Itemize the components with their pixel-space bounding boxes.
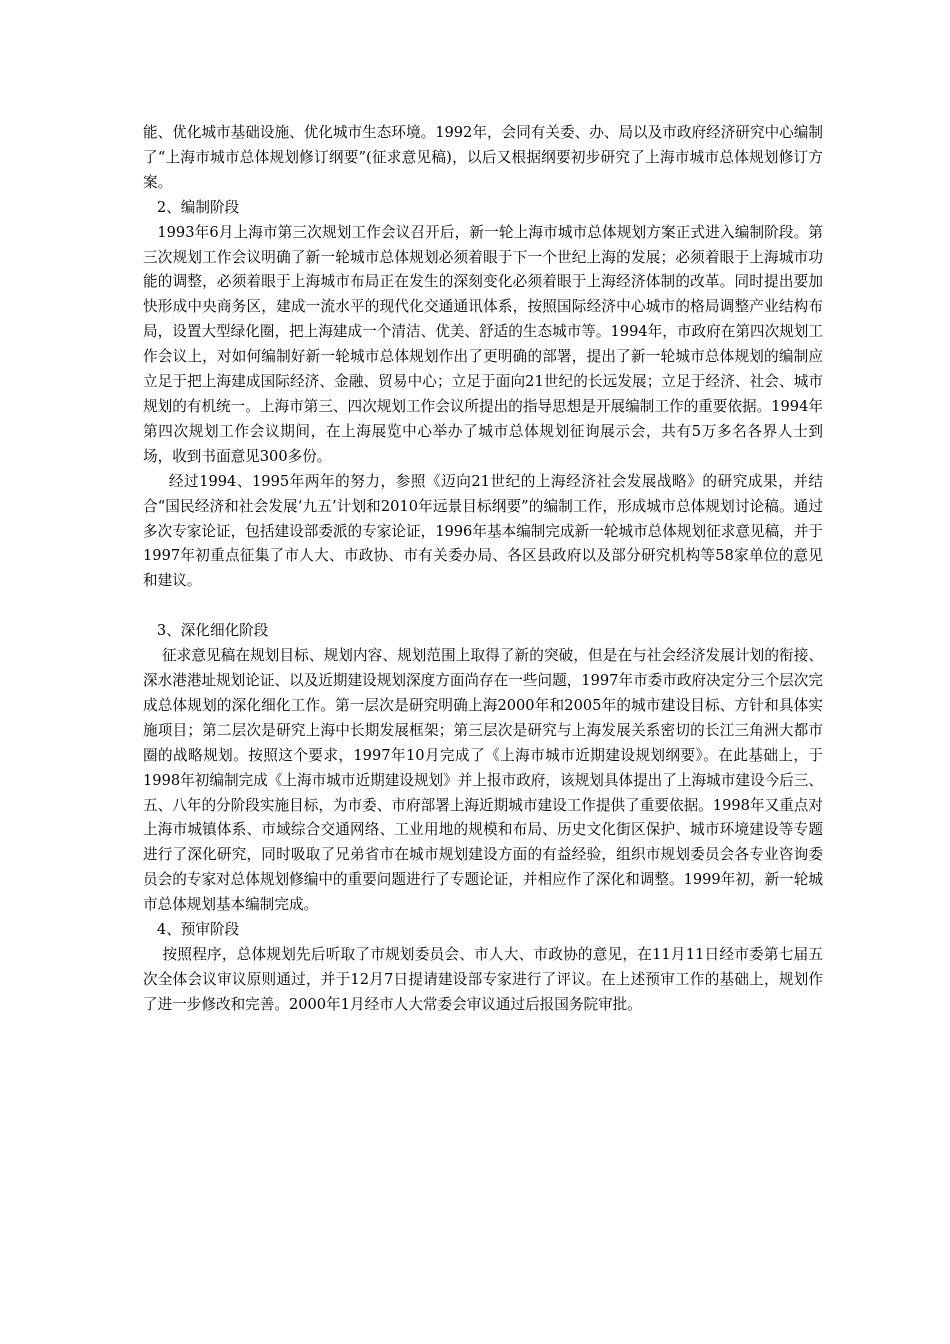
heading-refinement-stage: 3、深化细化阶段 xyxy=(143,622,269,640)
paragraph-discussion-draft: 经过1994、1995年两年的努力，参照《迈向21世纪的上海经济社会发展战略》的研究成果，并结合“国民经济和社会发展‘九五’计划和2010年远景目标纲要”的编制工作，形成城市总体规划讨论稿。通过多次专家论证，包括建设部委派的专家论证，1996年基本编制完成新一轮城市总体规划征求意见稿，并于1997年初重点征集了市人大、市政协、市有关委办局、各区县政府以及部分研究机构等58家单位的意见和建议。 xyxy=(143,472,823,590)
document-body xyxy=(143,121,833,1018)
heading-compilation-stage: 2、编制阶段 xyxy=(143,198,240,216)
paragraph-refinement-stage: 征求意见稿在规划目标、规划内容、规划范围上取得了新的突破，但是在与社会经济发展计划的衔接、深水港港址规划论证、以及近期建设规划深度方面尚存在一些问题，1997年市委市政府决定分三个层次完成总体规划的深化细化工作。第一层次是研究明确上海2000年和2005年的城市建设目标、方针和具体实施项目；第二层次是研究上海中长期发展框架；第三层次是研究与上海发展关系密切的长江三角洲大都市圈的战略规划。按照这个要求，1997年10月完成了《上海市城市近期建设规划纲要》。在此基础上，于1998年初编制完成《上海市城市近期建设规划》并上报市政府，该规划具体提出了上海城市建设今后三、五、八年的分阶段实施目标，为市委、市府部署上海近期城市建设工作提供了重要依据。1998年又重点对上海市城镇体系、市域综合交通网络、工业用地的规模和布局、历史文化街区保护、城市环境建设等专题进行了深化研究，同时吸取了兄弟省市在城市规划建设方面的有益经验，组织市规划委员会各专业咨询委员会的专家对总体规划修编中的重要问题进行了专题论证，并相应作了深化和调整。1999年初，新一轮城市总体规划基本编制完成。 xyxy=(143,647,823,914)
paragraph-intro-continuation: 能、优化城市基础设施、优化城市生态环境。1992年，会同有关委、办、局以及市政府经济研究中心编制了“上海市城市总体规划修订纲要”(征求意见稿)，以后又根据纲要初步研究了上海市城市总体规划修订方案。 xyxy=(143,124,823,191)
blank-line xyxy=(143,594,823,619)
paragraph-pre-review-stage: 按照程序，总体规划先后听取了市规划委员会、市人大、市政协的意见，在11月11日经市委第七届五次全体会议审议原则通过，并于12月7日提请建设部专家进行了评议。在上述预审工作的基础上，规划作了进一步修改和完善。2000年1月经市人大常委会审议通过后报国务院审批。 xyxy=(143,946,823,1013)
paragraph-compilation-stage: 1993年6月上海市第三次规划工作会议召开后，新一轮上海市城市总体规划方案正式进入编制阶段。第三次规划工作会议明确了新一轮城市总体规划必须着眼于下一个世纪上海的发展；必须着眼于上海城市功能的调整，必须着眼于上海城市布局正在发生的深刻变化必须着眼于上海经济体制的改革。同时提出要加快形成中央商务区，建成一流水平的现代化交通通讯体系，按照国际经济中心城市的格局调整产业结构布局，设置大型绿化圈，把上海建成一个清洁、优美、舒适的生态城市等。1994年，市政府在第四次规划工作会议上，对如何编制好新一轮城市总体规划作出了更明确的部署，提出了新一轮城市总体规划的编制应立足于把上海建成国际经济、金融、贸易中心；立足于面向21世纪的长远发展；立足于经济、社会、城市规划的有机统一。上海市第三、四次规划工作会议所提出的指导思想是开展编制工作的重要依据。1994年第四次规划工作会议期间，在上海展览中心举办了城市总体规划征询展示会，共有5万多名各界人士到 场，收到书面意见300多份。 xyxy=(143,223,833,465)
heading-pre-review-stage: 4、预审阶段 xyxy=(143,921,240,939)
